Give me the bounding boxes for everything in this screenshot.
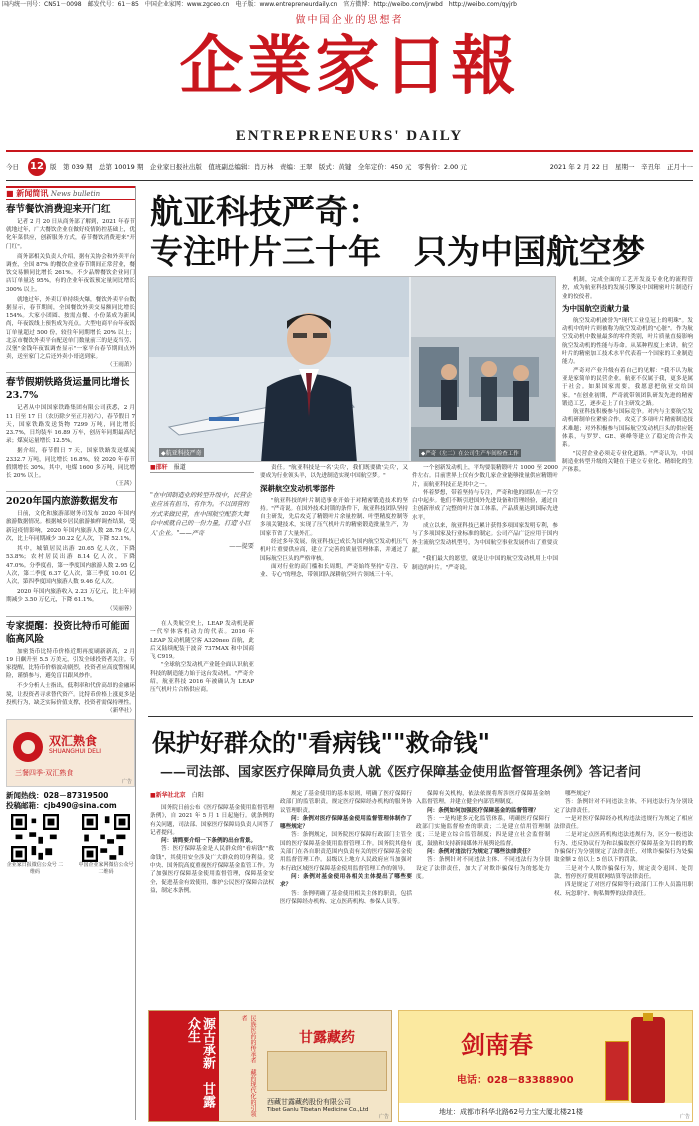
qr-caption: 中国企业家网微信公众号 二维码 — [78, 861, 134, 875]
today-label: 今日 — [6, 163, 19, 171]
paragraph: 机制，完成全面的工艺开发及专业化的流程管控，成为航亚科技的发展引擎及中国精密叶片制造行业的佼佼者。 — [562, 277, 693, 300]
bulletin-header — [6, 186, 135, 200]
divider — [6, 180, 693, 181]
question-text: 问：条例如何加强医疗保障基金的监督管理？ — [427, 807, 539, 814]
paragraph: "民营企业必须走专业化道路。"严奇认为，中国制造业转型升级的关键在于建立专业化、精细化的生产体系。 — [562, 450, 693, 474]
ad-tag: 广告 — [679, 1114, 690, 1120]
bulletin-source: （王茜） — [112, 481, 135, 488]
lead-article-column — [260, 464, 408, 712]
story2-byline — [150, 792, 204, 800]
paragraph: 航亚科技积极参与国际竞争。对内与主要航空发动机研制单位紧密合作，攻克了多项叶片精密制造技术难题；对外积极参与国际航空发动机巨头的供应链体系，与罗罗、GE、赛峰等建立了稳定的合作关系。 — [562, 409, 693, 449]
paragraph: 四是规定了对医疗保障等行政部门工作人员滥用职权、玩忽职守、徇私舞弊的法律责任。 — [554, 882, 693, 897]
paragraph: "全球航空发动机产业链全面认识航亚科技的制造能力始于这台发动机。"严奇介绍，航亚科技 2016 年被确认为 LEAP 压气机叶片合格供应商。 — [150, 662, 254, 694]
bulletin-paragraph: 就地过年，外卖订单持续火爆，餐饮外卖平台数据显示，春节期间，全国餐饮外卖交易额同比增长 154%。大家小团圆、按需点餐、小份菜成为新风尚，年夜饭线上预售成为亮点。大型电商平台年夜饭订单量超过 500 份，较往年同期增长 20% 以上；北京市餐饮外卖平台配送单门数量前三的是麦当劳、汉堡"金钱年夜饭调查显示"一家平台春节期间点外卖，送至家门之后还外卖小哥送到家。 — [6, 296, 135, 361]
bulletin-source: （吴丽蓉） — [107, 605, 135, 612]
qr-code-wechat[interactable] — [6, 814, 64, 876]
lead-byline — [150, 464, 186, 472]
ad-phone: 电话：028－83388900 — [457, 1075, 574, 1086]
issue-date: 2021 年 2 月 22 日 星期一 辛丑年 正月十一 — [549, 163, 693, 171]
ad-company-name-en: Tibet Ganlu Tibetan Medicine Co.,Ltd — [267, 1107, 369, 1113]
ad-company-name: 西藏甘露藏药股份有限公司 — [267, 1098, 351, 1106]
qr-caption: 企业家日报微信公众号 二维码 — [6, 861, 64, 875]
byline-author: 白阳 — [191, 792, 204, 799]
ad-slogan: 三餐四季·双汇熟食 — [15, 768, 74, 777]
ad-tag: 广告 — [121, 778, 132, 785]
qr-code-web[interactable] — [77, 814, 135, 876]
issue-info — [50, 156, 467, 178]
ad-brand-name: 双汇熟食 — [49, 733, 98, 748]
paragraph: 成立以来，航亚科技已累计获得多项国家发明专利，参与了多项国家及行业标准的制定。公司产品广泛应用于国内外主流航空发动机型号，为中国航空事业发展作出了重要贡献。 — [412, 523, 558, 554]
bulletin-paragraph: 据介绍，春节假日 7 天，国家铁路发送煤炭 2332.7 万吨，同比增长 16.8%，较 2020 年春节假期增长 30%。其中，电煤 1600 多万吨，同比增长 20% 以上。 — [6, 448, 135, 480]
paragraph: 面对行业的高门槛和长周期，严奇始终坚持"专注、专业、专心"的理念，带领团队深耕航空叶片领域三十年。 — [260, 563, 408, 579]
story2-column — [416, 790, 550, 1004]
bulletin-paragraph: 不少分析人士指出，低利率和代价高昂的金融环境，让投资者寻求替代资产。比特币价格上涨更多是投机行为，缺乏实际价值支撑，投资者需保持理性。 — [6, 683, 135, 706]
ad-tag: 广告 — [378, 1114, 389, 1120]
paragraph: 一是对医疗保障经办机构违法违规行为规定了相应法律责任。 — [554, 815, 693, 831]
paragraph: "航亚科技的叶片制造事业开始于对精密锻造技术的坚持。"严奇说。在国外技术封锁的条件下，航亚科技团队坚持自主研发，先后攻克了精锻叶片余量控制、叶型精度控制等多项关键技术，实现了压气机叶片的精密锻造批量生产，为国家节省了大量外汇。 — [260, 497, 408, 537]
ad-address: 地址：成都市科华北路62号力宝大厦北楼21楼 — [439, 1108, 583, 1116]
news-bulletin-column — [6, 186, 136, 1120]
ad-headline: 源古承新 甘露众生 — [149, 1011, 219, 1122]
jiannanchun-ad[interactable] — [398, 1010, 693, 1122]
paragraph: 答：条例规定，国务院医疗保障行政部门主管全国的医疗保障基金使用监督管理工作。国务院其他有关部门在各自职责范围内负责有关的医疗保障基金使用监督管理工作。县级以上地方人民政府应当加强对本行政区域医疗保障基金使用监督管理工作的领导。 — [280, 832, 412, 872]
paragraph: 严奇对产业升级有着自己的见解："我不认为航亚是家简单的民营企业。航亚不仅属于我，更多是属于社会。如果国家需要，我愿意把航亚交给国家。"在创业初期，严奇就带领团队研发先进的精密锻造工艺，逐步走上了自主研发之路。 — [562, 367, 693, 407]
bulletin-source: （王雨萧） — [107, 362, 135, 369]
lead-photo-illustration — [149, 277, 556, 462]
bulletin-headline[interactable]: 2020年国内旅游数据发布 — [6, 496, 118, 508]
wine-bottle-icon — [631, 1017, 665, 1103]
pull-quote — [150, 472, 254, 622]
issue-details: 第 039 期 总第 10019 期 企业家日报社出版 值班副总编辑：肖万林 责编：王翠 版式：黄键 全年定价：450 元 零售价：2.00 元 — [63, 163, 467, 171]
ganlu-tibetan-medicine-ad[interactable] — [148, 1010, 392, 1122]
lead-article-column — [150, 620, 254, 710]
paragraph: 答：条例明确了基金使用相关主体的职责，包括医疗保障经办机构、定点医药机构、参保人员等。 — [280, 890, 412, 905]
paragraph: 规定了基金使用的基本原则，明确了医疗保障行政部门的监管职责，规定医疗保障经办机构的服务协议管理职责。 — [280, 791, 412, 814]
paragraph: 航空发动机被誉为"现代工业皇冠上的明珠"。发动机中的叶片则被称为航空发动机的"心脏"。作为航空发动机中数量最多的零件类别，叶片质量直接影响航空发动机的性能与寿命。从某种程度上来讲，航空叶片的精密加工技术水平代表着一个国家的工业制造能力。 — [562, 317, 693, 366]
divider — [6, 616, 135, 617]
qr-code-icon — [82, 814, 130, 862]
paragraph: 责任。"航亚科技是一名'尖兵'，我们既要做'尖兵'，又要成为行业领头羊，以先进制造实现中国航空梦。" — [260, 465, 408, 480]
paragraph: 三是对个人欺诈骗保行为，规定责令退回、处罚款、暂停医疗费用联网结算等法律责任。 — [554, 865, 693, 880]
paragraph: 答：医疗保障基金是人民群众的"看病钱""救命钱"，其使用安全涉及广大群众的切身利益。党中央、国务院高度重视医疗保障基金监管工作。为了加强医疗保障基金使用监督管理，保障基金安全，促进基金有效使用，维护公民医疗保障合法权益，制定本条例。 — [150, 846, 274, 894]
paragraph: 答：一是构建多元化监管体系，明确医疗保障行政部门实施监督检查的职责；二是建立信用管理制度；三是建立综合监管制度；四是建立社会监督制度，鼓励和支持新闻媒体开展舆论监督。 — [416, 815, 550, 847]
masthead-title-en: ENTREPRENEURS' DAILY — [235, 128, 464, 144]
paragraph: "我们最大的愿望，就是让中国的航空发动机用上中国制造的叶片。"严奇说。 — [412, 556, 558, 571]
bulletin-label-en: News bulletin — [50, 190, 101, 198]
shuanghui-ad[interactable] — [6, 719, 135, 787]
ad-brand-name-en: SHUANGHUI DELI — [49, 747, 102, 755]
subheading: 深耕航空发动机零部件 — [260, 483, 335, 493]
divider — [6, 150, 693, 152]
byline-tag: ■新华社北京 — [150, 792, 186, 799]
subheading: 为中国航空贡献力量 — [562, 303, 630, 313]
lead-article-column — [562, 276, 693, 712]
paragraph: 答：条例针对不同违法主体、不同违法行为分别设定了法律责任，加大了对欺诈骗保行为的惩处力度。 — [416, 857, 550, 880]
photo-caption: ◆严奇（左二）在公司生产车间检查工作 — [421, 451, 519, 457]
divider — [148, 716, 693, 717]
ad-logo: 甘露藏药 — [299, 1030, 355, 1046]
news-hotline: 新闻热线：028－87319500 — [6, 790, 109, 800]
page-count-badge: 12 — [28, 158, 46, 176]
wine-box-icon — [605, 1041, 629, 1101]
paragraph: 国务院日前公布《医疗保障基金使用监督管理条例》，自 2021 年 5 月 1 日起施行。就条例的有关问题，司法部、国家医疗保障局负责人回答了记者提问。 — [150, 805, 274, 836]
paragraph: 一个创新发动机上，平均要装精锻叶片 1000 至 2000 件左右。目前世界上仅有少数几家企业能够批量供应精锻叶片，而航亚科技正是其中之一。 — [412, 465, 558, 488]
question-text: 问：条例对医疗保障基金使用监督管理体制作了哪些规定？ — [280, 815, 412, 831]
bulletin-paragraph: 记者 2 月 20 日从商务部了解到，2021 年春节就地过年，广大餐饮企业在做好疫情防控基础上，优化年菜供应，创新服务方式，春节餐饮消费迎来"开门红"。 — [6, 219, 135, 250]
ad-slogan: 民族医药的传承者 藏药现代化的引领者 — [240, 1015, 256, 1117]
bulletin-paragraph: 商务部相关负责人介绍，据有关协会和外卖平台调查，全国 87% 的餐饮企业春节期间正常营业，餐饮交易额同比增长 261%。不少品牌餐饮企业同门店订单量达 95%，有的企业年夜饭预定量同比增长 300% 以上。 — [6, 253, 135, 293]
paragraph: 在人类航空史上，LEAP 发动机是新一代窄体客机动力的代表。2016 年 LEAP 发动机随空客 A320neo 首航，此后又陆续配装于波音 737MAX 和中国商飞 C919。 — [150, 621, 254, 661]
bulletin-headline[interactable]: 春节餐饮消费迎来开门红 — [6, 204, 111, 215]
bulletin-source: （新华社） — [107, 707, 135, 714]
question-text: 问：条例对违法行为规定了哪些法律责任？ — [427, 849, 534, 856]
story2-subheadline: ——司法部、国家医疗保障局负责人就《医疗保障基金使用监督管理条例》答记者问 — [160, 765, 642, 780]
paragraph: 哪些规定？ — [565, 791, 593, 797]
photo-caption: ◆航亚科技严奇 — [161, 450, 202, 457]
story2-headline[interactable]: 保护好群众的"看病钱""救命钱" — [152, 728, 491, 757]
bulletin-paragraph: 加密货币比特币价格近期再度刷新新高，2 月 19 日飙升至 5.5 万美元，引发全球投资者关注。专家提醒，比特币价格波动剧烈，投资者应高度警惕风险，谨慎参与，避免盲目跟风炒作。 — [6, 648, 135, 680]
submission-email[interactable]: 投稿邮箱：cjb490@sina.com — [6, 800, 117, 810]
byline-role: 报道 — [173, 464, 186, 471]
paragraph: 怀着梦想，带着坚持与专注，严奇和他的团队在一片空白中起步。他们不断引进国外先进设备和管理经验，通过自主创新形成了完整的叶片加工体系，产品质量达到国际先进水平。 — [412, 489, 558, 521]
ad-product-image — [267, 1051, 387, 1091]
qr-code-icon — [11, 814, 59, 862]
bulletin-paragraph: 2020 年国内旅游收入 2.23 万亿元，比上年同期减少 3.50 万亿元，下降 61.1%。 — [6, 589, 135, 604]
story2-column — [554, 790, 693, 1004]
ad-brand: 剑南春 — [461, 1030, 533, 1059]
lead-photo — [148, 276, 556, 462]
page-suffix: 版 — [50, 163, 57, 171]
byline-author: ■邵轩 — [150, 464, 168, 471]
paragraph: 保障有关机构，依法依规将所涉医疗保障基金纳入监督管理，并建立健全内部管理制度。 — [416, 791, 550, 806]
question-text: 问：条例对基金使用各相关主体提出了哪些要求？ — [280, 873, 412, 889]
masthead-slogan: 做中国企业的思想者 — [295, 15, 404, 26]
divider — [6, 372, 135, 373]
paragraph: 经过多年发展，航亚科技已成长为国内航空发动机压气机叶片重要供应商，建立了完善的质量管理体系，并通过了国际航空巨头的严格审核。 — [260, 539, 408, 562]
bulletin-headline[interactable]: 专家提醒：投资比特币可能面临高风险 — [6, 620, 130, 645]
issue-bar — [6, 156, 693, 178]
masthead-title: 企業家日報 — [179, 29, 520, 104]
pull-quote-text: "在中国制造业的转型升级中，民营企业应该有担当、有作为。不以国营的方式来做民营，在中国航空配套大舞台中成就自己的一份力量，打造'小巨人'企业。"——严奇 — [150, 492, 252, 537]
story2-column — [280, 790, 412, 1004]
shuanghui-logo-icon — [13, 732, 43, 762]
question-text: 问：请简要介绍一下条例的出台背景。 — [161, 838, 257, 845]
lead-headline-1[interactable]: 航亚科技严奇： — [150, 192, 381, 231]
paragraph: 二是对定点医药机构违法违规行为，区分一般违法行为、违反协议行为和以骗取医疗保障基金为目的的欺诈骗保行为分别规定了法律责任，对欺诈骗保行为处骗取金额 2 倍以上 5 倍以下的罚款。 — [554, 832, 693, 864]
lead-article-column — [412, 464, 558, 712]
bulletin-headline[interactable]: 春节假期铁路货运量同比增长23.7% — [6, 377, 130, 402]
top-info-bar: 国内统一刊号：CN51－0098 邮发代号：61－85 中国企业家网：www.zgceo.cn 电子版：www.entrepreneurdaily.cn 官方微博：http://weibo.com/jrwbd http://weibo.com/qyjrb — [2, 1, 517, 8]
divider — [6, 491, 135, 492]
paragraph: 答：条例针对不同违法主体，不同违法行为分别设定了法律责任。 — [554, 799, 693, 814]
bulletin-label: ■ 新闻简讯 — [6, 189, 49, 198]
story2-column — [150, 804, 274, 1004]
bulletin-paragraph: 日前，文化和旅游部财务司发布 2020 年国内旅游数据情况。根据城乡居民旅游抽样调查结果，受新冠疫情影响，2020 年国内旅游人数 28.79 亿人次，比上年同期减少 30.22 亿人次，下降 52.1%。 — [6, 511, 135, 542]
bulletin-paragraph: 记者从中国国家铁路集团有限公司获悉，2 月 11 日至 17 日（农历除夕至正月初六），春节假日 7 天，国家铁路发送货物 7299 万吨，同比增长 23.7%，日均装车 16.89 万车，创历年同期最高纪录；煤炭运量增长 12.5%。 — [6, 405, 135, 445]
pull-quote-source: ——提要 — [229, 543, 254, 551]
lead-headline-2[interactable]: 专注叶片三十年 只为中国航空梦 — [150, 232, 645, 271]
bulletin-paragraph: 其中，城镇居民出游 20.65 亿人次，下降 53.8%；农村居民出游 8.14 亿人次，下降 47.0%。分季度看，第一季度国内旅游人数 2.95 亿人次，第二季度 6.37 亿人次，第三季度 10.01 亿人次，第四季度国内旅游人数 9.46 亿人次。 — [6, 546, 135, 585]
